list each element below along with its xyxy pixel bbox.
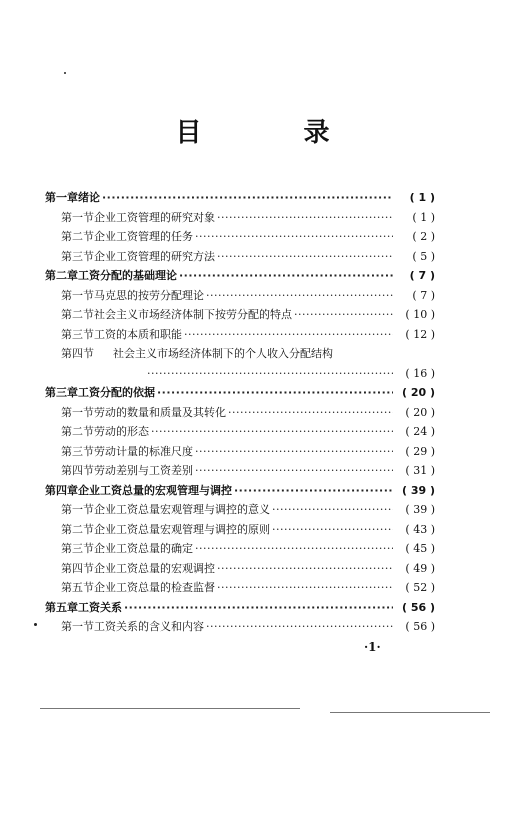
entry-number: 第一章 [45, 191, 78, 204]
toc-chapter-entry [45, 481, 435, 501]
entry-number: 第一节 [61, 210, 94, 224]
entry-page: ( 7 ) [412, 288, 435, 302]
dot-leader [217, 208, 393, 228]
entry-number: 第三节 [61, 327, 94, 341]
entry-number: 第四节 [61, 347, 94, 360]
entry-page: ( 7 ) [409, 269, 435, 282]
entry-title: 企业工资总量宏观管理与调控的意义 [94, 503, 270, 516]
toc-section-entry [45, 247, 435, 267]
entry-number: 第五章 [45, 600, 78, 614]
toc-section-entry [45, 617, 435, 637]
toc-chapter-entry [45, 188, 435, 208]
dot-leader [272, 520, 393, 540]
dot-leader [217, 247, 393, 267]
entry-title: 企业工资管理的任务 [94, 230, 193, 243]
entry-title: 马克思的按劳分配理论 [94, 288, 204, 302]
entry-title: 劳动的形态 [94, 425, 149, 438]
entry-page: ( 16 ) [405, 366, 435, 380]
dot-leader [217, 578, 393, 598]
entry-page: ( 20 ) [405, 405, 435, 419]
entry-number: 第三章 [45, 386, 78, 399]
entry-title: 社会主义市场经济体制下的个人收入分配结构 [113, 347, 333, 360]
entry-page: ( 39 ) [405, 503, 435, 516]
entry-title: 劳动计量的标准尺度 [94, 444, 193, 458]
entry-number: 第四节 [61, 561, 94, 575]
entry-number: 第一节 [61, 405, 94, 419]
toc-section-entry [45, 578, 435, 598]
entry-number: 第三节 [61, 444, 94, 458]
toc-section-entry [45, 325, 435, 345]
toc-section-entry [45, 227, 435, 247]
toc-section-entry [45, 208, 435, 228]
scan-edge-line [330, 712, 490, 713]
toc-section-entry [45, 422, 435, 442]
scan-speck [34, 623, 37, 626]
entry-title: 绪论 [78, 191, 100, 204]
toc-section-entry [45, 539, 435, 559]
dot-leader [195, 442, 393, 462]
entry-page: ( 29 ) [405, 444, 435, 458]
toc-section-entry [45, 344, 435, 364]
entry-number: 第四章 [45, 483, 78, 497]
entry-page: ( 24 ) [405, 425, 435, 438]
entry-page: ( 45 ) [405, 542, 435, 555]
entry-title: 企业工资管理的研究对象 [94, 210, 215, 224]
dot-leader [272, 500, 393, 520]
toc-section-entry [45, 305, 435, 325]
entry-number: 第四节 [61, 464, 94, 477]
dot-leader [124, 598, 393, 618]
dot-leader [151, 422, 393, 442]
toc-continuation-entry [45, 364, 435, 384]
toc-section-entry [45, 500, 435, 520]
entry-page: ( 1 ) [412, 210, 435, 224]
entry-number: 第二节 [61, 522, 94, 536]
dot-leader [184, 325, 393, 345]
toc-chapter-entry [45, 383, 435, 403]
page-number: ·1· [364, 640, 381, 654]
entry-page: ( 20 ) [401, 386, 435, 399]
dot-leader [206, 617, 393, 637]
dot-leader [234, 481, 393, 501]
toc-section-entry [45, 403, 435, 423]
entry-number: 第二节 [61, 425, 94, 438]
toc-section-entry [45, 520, 435, 540]
entry-title: 企业工资总量的宏观管理与调控 [78, 483, 232, 497]
entry-title: 社会主义市场经济体制下按劳分配的特点 [94, 308, 292, 321]
entry-page: ( 10 ) [405, 308, 435, 321]
entry-title: 企业工资总量的确定 [94, 542, 193, 555]
entry-page: ( 56 ) [405, 620, 435, 633]
page-title: 目 录 [175, 118, 368, 148]
entry-title: 劳动的数量和质量及其转化 [94, 405, 226, 419]
entry-title: 企业工资总量宏观管理与调控的原则 [94, 522, 270, 536]
scan-speck [64, 72, 66, 74]
entry-page: ( 1 ) [409, 191, 435, 204]
toc-chapter-entry [45, 598, 435, 618]
entry-number: 第三节 [61, 249, 94, 263]
table-of-contents [45, 188, 435, 637]
entry-number: 第五节 [61, 581, 94, 594]
entry-title: 工资分配的依据 [78, 386, 155, 399]
entry-page: ( 52 ) [405, 581, 435, 594]
entry-title: 工资的本质和职能 [94, 327, 182, 341]
dot-leader [179, 266, 393, 286]
entry-page: ( 56 ) [401, 600, 435, 614]
entry-number: 第一节 [61, 620, 94, 633]
dot-leader [195, 539, 393, 559]
dot-leader [157, 383, 393, 403]
entry-title: 企业工资总量的宏观调控 [94, 561, 215, 575]
dot-leader [195, 227, 393, 247]
entry-title: 企业工资总量的检查监督 [94, 581, 215, 594]
entry-number: 第一节 [61, 288, 94, 302]
entry-number: 第二节 [61, 230, 94, 243]
toc-section-entry [45, 461, 435, 481]
entry-page: ( 49 ) [405, 561, 435, 575]
toc-section-entry [45, 442, 435, 462]
entry-page: ( 12 ) [405, 327, 435, 341]
toc-section-entry [45, 286, 435, 306]
scan-edge-line [40, 708, 300, 709]
entry-title: 工资关系 [78, 600, 122, 614]
entry-title: 工资分配的基础理论 [78, 269, 177, 282]
entry-number: 第一节 [61, 503, 94, 516]
dot-leader [217, 559, 393, 579]
entry-page: ( 5 ) [412, 249, 435, 263]
entry-title: 企业工资管理的研究方法 [94, 249, 215, 263]
dot-leader [228, 403, 393, 423]
entry-page: ( 39 ) [401, 483, 435, 497]
entry-title: 劳动差别与工资差别 [94, 464, 193, 477]
entry-number: 第二章 [45, 269, 78, 282]
dot-leader [294, 305, 393, 325]
entry-number: 第三节 [61, 542, 94, 555]
dot-leader [206, 286, 393, 306]
entry-page: ( 2 ) [412, 230, 435, 243]
entry-number: 第二节 [61, 308, 94, 321]
toc-section-entry [45, 559, 435, 579]
dot-leader [102, 188, 393, 208]
entry-page: ( 31 ) [405, 464, 435, 477]
dot-leader [195, 461, 393, 481]
entry-page: ( 43 ) [405, 522, 435, 536]
entry-title: 工资关系的含义和内容 [94, 620, 204, 633]
dot-leader [147, 364, 393, 384]
toc-chapter-entry [45, 266, 435, 286]
